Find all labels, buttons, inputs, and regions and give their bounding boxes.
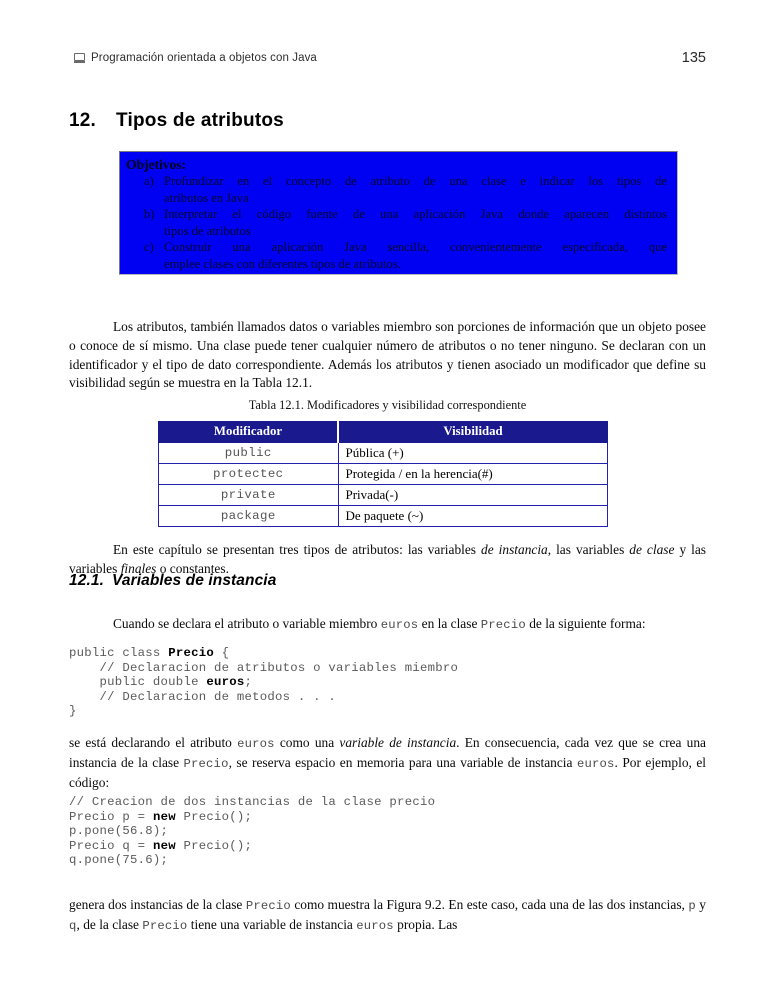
code-token: public class [69, 646, 169, 660]
text-fragment: y [695, 897, 706, 913]
inline-code-euros: euros [380, 618, 419, 633]
running-header [74, 48, 706, 68]
text-fragment: genera dos instancias de la clase [69, 897, 246, 913]
table-caption: Tabla 12.1. Modificadores y visibilidad correspondiente [248, 398, 527, 412]
objective-text [158, 173, 667, 206]
code-keyword-new: new [152, 838, 176, 853]
objective-line: Construir una aplicación Java sencilla, convenientemente especificada, que [164, 240, 667, 254]
page-number: 135 [681, 50, 706, 66]
code-comment: // Declaracion de atributos o variables miembro [69, 660, 459, 675]
modifiers-table [158, 421, 608, 527]
text-fragment: tiene una variable de instancia [187, 916, 357, 932]
header-left-group [74, 52, 317, 64]
inline-code-precio: Precio [142, 918, 188, 933]
objective-line: Profundizar en el concepto de atributo de una clase e indicar los tipos de [164, 174, 667, 188]
table-cell-modificador: package [159, 506, 339, 527]
objective-marker: a) [144, 174, 154, 188]
table-body [159, 443, 608, 527]
code-token: public double [69, 675, 207, 690]
table-cell-modificador: private [159, 485, 339, 506]
paragraph-se-esta-declarando [69, 734, 706, 792]
table-row [159, 506, 608, 527]
objectives-box [119, 151, 678, 275]
objective-marker: b) [144, 207, 155, 221]
objective-line: emplee clases con diferentes tipos de atributos. [164, 256, 401, 271]
running-header-title: Programación orientada a objetos con Java [91, 52, 317, 64]
chapter-number: 12. [69, 110, 97, 131]
objective-item-c [126, 239, 667, 272]
text-fragment: propia. Las [393, 916, 458, 932]
text-fragment: de la siguiente forma: [525, 616, 646, 632]
text-fragment: Cuando se declara el atributo o variable miembro [113, 616, 381, 632]
objective-item-b [126, 206, 667, 239]
table-cell-visibilidad: Protegida / en la herencia(#) [338, 464, 608, 485]
inline-code-euros: euros [356, 918, 394, 933]
table-header-row [159, 422, 608, 443]
table-row [159, 485, 608, 506]
table-column-header-visibilidad: Visibilidad [338, 422, 608, 443]
code-keyword-new: new [152, 809, 176, 824]
inline-code-euros: euros [237, 737, 275, 752]
paragraph-intro [69, 318, 706, 392]
inline-code-precio: Precio [480, 618, 526, 633]
text-fragment: o constantes. [156, 560, 229, 576]
emphasis-de-clase: de clase [629, 542, 675, 558]
paragraph-intro-text: Los atributos, también llamados datos o variables miembro son porciones de información que un objeto posee o conoce de sí mismo. Una clase puede tener cualquier número de atributos o no tener ninguno. Se declaran con un identificador y el tipo de dato correspondiente. Además los atributos y tienen asociado un modificador que define su visibilidad según se muestra en la Tabla 12.1. [69, 319, 706, 391]
section-number: 12.1. [69, 572, 104, 589]
monitor-icon [74, 53, 85, 63]
text-fragment: y las variables [69, 542, 707, 576]
table-cell-visibilidad: Privada(-) [338, 485, 608, 506]
text-fragment: se está declarando el atributo [69, 735, 238, 751]
code-token-euros: euros [206, 675, 245, 690]
paragraph-cuando [69, 615, 706, 635]
objective-text [158, 239, 667, 272]
emphasis-variable-de-instancia: variable de instancia [339, 735, 457, 751]
inline-code-euros: euros [576, 756, 615, 771]
code-token: Precio(); [175, 838, 253, 853]
paragraph-genera [69, 896, 706, 935]
emphasis-de-instancia: de instancia [481, 542, 548, 558]
text-fragment: en la clase [418, 616, 481, 632]
emphasis-finales: finales [120, 560, 157, 576]
objective-item-a [126, 173, 667, 206]
code-token: { [213, 646, 230, 660]
text-fragment: , de la clase [76, 916, 143, 932]
text-fragment: como muestra la Figura 9.2. En este caso, cada una de las dos instancias, [290, 897, 689, 913]
table-cell-visibilidad: De paquete (~) [338, 506, 608, 527]
code-token: p.pone(56.8); [69, 824, 169, 839]
inline-code-precio: Precio [245, 899, 291, 914]
code-comment: // Declaracion de metodos . . . [69, 689, 337, 704]
objectives-heading: Objetivos: [126, 157, 186, 172]
code-comment: // Creacion de dos instancias de la clase precio [69, 795, 436, 809]
section-heading-12-1 [69, 572, 276, 590]
code-block-precio-class [69, 646, 458, 719]
objective-text [158, 206, 667, 239]
text-fragment: , las variables [547, 542, 630, 558]
text-fragment: . Por ejemplo, el código: [69, 754, 706, 790]
code-block-instancias [69, 795, 435, 868]
objective-line: Interpretar el código fuente de una aplicación Java donde aparecen distintos [164, 207, 667, 221]
table-row [159, 464, 608, 485]
inline-code-precio: Precio [183, 756, 229, 771]
table-cell-modificador: protectec [159, 464, 339, 485]
code-token: Precio p = [69, 809, 153, 824]
text-fragment: En este capítulo se presentan tres tipos de atributos: las variables [113, 542, 482, 558]
table-column-header-modificador: Modificador [159, 422, 339, 443]
code-token: ; [244, 675, 253, 690]
objective-line: atributos en Java [164, 190, 249, 205]
table-head [159, 422, 608, 443]
objective-marker: c) [144, 240, 154, 254]
code-token: q.pone(75.6); [69, 853, 169, 868]
objectives-list [126, 173, 667, 272]
inline-code-p: p [688, 899, 696, 914]
chapter-title-text: Tipos de atributos [116, 110, 284, 131]
table-cell-visibilidad: Pública (+) [338, 443, 608, 464]
text-fragment: , se reserva espacio en memoria para una variable de instancia [228, 754, 577, 770]
code-token: } [69, 704, 77, 719]
inline-code-q: q [69, 918, 77, 933]
table-cell-modificador: public [159, 443, 339, 464]
section-title: Variables de instancia [111, 572, 277, 589]
text-fragment: . En consecuencia, cada vez que se crea una instancia de la clase [69, 735, 706, 770]
text-fragment: como una [274, 735, 340, 751]
table-row [159, 443, 608, 464]
code-token-classname: Precio [168, 646, 214, 660]
objective-line: tipos de atributos [164, 223, 251, 238]
code-token: Precio(); [175, 809, 253, 824]
chapter-title [69, 110, 284, 132]
code-token: Precio q = [69, 838, 153, 853]
